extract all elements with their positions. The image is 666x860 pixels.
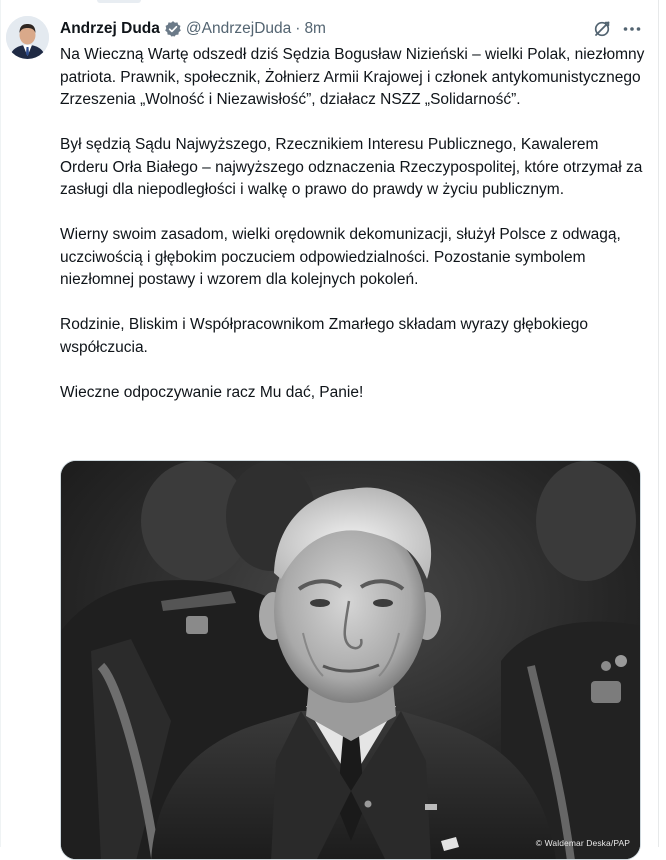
tweet-paragraph-3: Wierny swoim zasadom, wielki orędownik dekomunizacji, służył Polsce z odwagą, uczciwością i głębokim poczuciem odpowiedzialności. Pozostanie symbolem niezłomnej postawy i wzorem dla kolejnych pokoleń. (60, 226, 626, 288)
tweet-photo[interactable] (60, 460, 641, 860)
tweet-header (60, 19, 326, 39)
photo-credit: © Waldemar Deska/PAP (535, 838, 630, 848)
author-handle[interactable]: @AndrzejDuda (185, 20, 292, 37)
tweet-paragraph-2: Był sędzią Sądu Najwyższego, Rzecznikiem Interesu Publicznego, Kawalerem Orderu Orła Białego – najwyższego odznaczenia Rzeczypospolitej, które otrzymał za zasługi dla niepodległości i walkę o prawo do prawdy w życiu publicznym. (60, 136, 647, 198)
verified-badge-icon (164, 20, 182, 38)
separator-dot: · (295, 20, 301, 37)
grok-icon[interactable] (592, 19, 612, 39)
tweet-paragraph-5: Wieczne odpoczywanie racz Mu dać, Panie! (60, 383, 364, 401)
timestamp[interactable]: 8m (304, 20, 326, 37)
tweet-paragraph-1: Na Wieczną Wartę odszedł dziś Sędzia Bogusław Nizieński – wielki Polak, niezłomny patriota. Prawnik, społecznik, Żołnierz Armii Krajowej i członek antykomunistycznego Zrzeszenia „Wolność i Niezawisłość”, działacz NSZZ „Solidarność”. (60, 46, 649, 108)
avatar[interactable] (6, 16, 49, 59)
author-name[interactable]: Andrzej Duda (60, 20, 160, 37)
more-options-icon[interactable] (622, 19, 642, 39)
tweet-paragraph-4: Rodzinie, Bliskim i Współpracownikom Zmarłego składam wyrazy głębokiego współczucia. (60, 316, 593, 356)
tweet-text (60, 44, 649, 427)
previous-tweet-edge (97, 0, 141, 3)
